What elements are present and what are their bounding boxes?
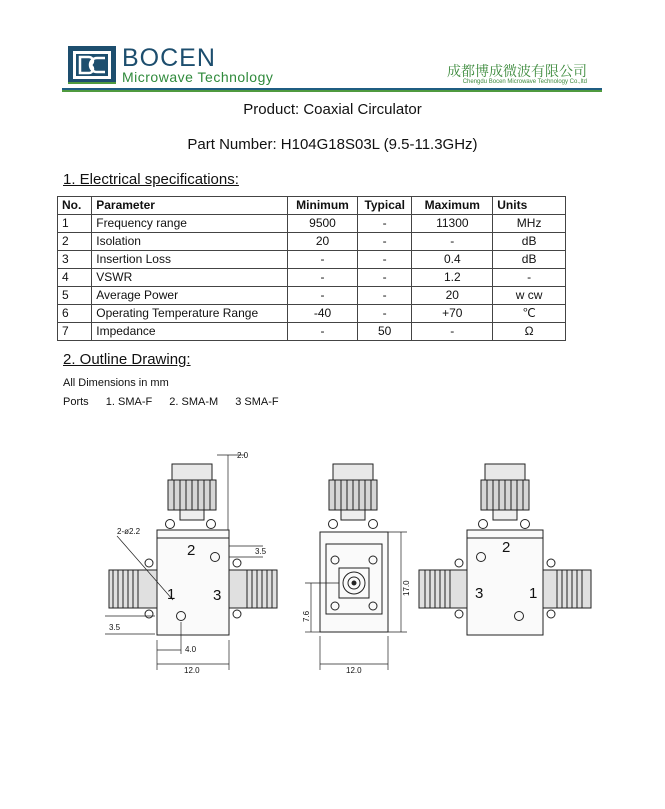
company-name-chinese: 成都博成微波有限公司 [447,64,587,80]
cell-minimum: 20 [288,233,358,251]
dim-side-width-label: 12.0 [346,666,362,675]
section-electrical-heading: 1. Electrical specifications: [63,171,239,188]
back-port-2-label: 2 [502,539,511,556]
cell-maximum: - [412,233,493,251]
cell-minimum: -40 [288,305,358,323]
company-name-english: Chengdu Bocen Microwave Technology Co.,ltd [462,79,587,85]
header-rule-accent [62,90,602,92]
table-header-row [58,197,566,215]
dim-width-label: 12.0 [184,666,200,675]
cell-maximum: 0.4 [412,251,493,269]
table-row [58,233,566,251]
cell-no: 7 [58,323,92,341]
cell-units: dB [493,251,566,269]
cell-maximum: 1.2 [412,269,493,287]
cell-minimum: 9500 [288,215,358,233]
dim-top-label: 2.0 [237,451,249,460]
table-row [58,305,566,323]
back-port-1-label: 1 [529,585,538,602]
table-row [58,251,566,269]
cell-maximum: +70 [412,305,493,323]
cell-typical: - [357,215,411,233]
bocen-logo [68,46,116,84]
col-header-units: Units [493,197,566,215]
part-number: Part Number: H104G18S03L (9.5-11.3GHz) [187,136,478,153]
port-3-type: 3 SMA-F [235,396,279,408]
table-row [58,323,566,341]
dim-right-offset-label: 3.5 [255,547,267,556]
cell-parameter: Isolation [92,233,288,251]
cell-typical: - [357,287,411,305]
cell-no: 2 [58,233,92,251]
dim-hole-label: 2-ø2.2 [117,527,141,536]
cell-maximum: - [412,323,493,341]
ports-label: Ports [63,396,89,408]
front-view [105,455,277,670]
dim-left-offset-label: 3.5 [109,623,121,632]
cell-no: 5 [58,287,92,305]
outline-drawing [95,440,615,680]
brand-tagline: Microwave Technology [122,69,274,85]
product-title: Product: Coaxial Circulator [243,101,422,118]
brand-name: BOCEN [122,44,216,72]
table-row [58,215,566,233]
port-3-label: 3 [213,587,222,604]
cell-typical: 50 [357,323,411,341]
port-1-label: 1 [167,586,176,603]
cell-typical: - [357,251,411,269]
dim-center-label: 7.6 [302,610,311,622]
cell-typical: - [357,233,411,251]
cell-parameter: Operating Temperature Range [92,305,288,323]
cell-no: 4 [58,269,92,287]
ports-line [63,396,293,408]
cell-units: w cw [493,287,566,305]
dim-inner-width-label: 4.0 [185,645,197,654]
cell-maximum: 20 [412,287,493,305]
cell-no: 1 [58,215,92,233]
cell-minimum: - [288,323,358,341]
cell-maximum: 11300 [412,215,493,233]
col-header-typical: Typical [357,197,411,215]
side-view [305,464,407,670]
cell-minimum: - [288,251,358,269]
cell-typical: - [357,305,411,323]
cell-minimum: - [288,287,358,305]
cell-units: MHz [493,215,566,233]
cell-units: - [493,269,566,287]
port-2-type: 2. SMA-M [169,396,219,408]
cell-parameter: Frequency range [92,215,288,233]
col-header-maximum: Maximum [412,197,493,215]
cell-no: 6 [58,305,92,323]
port-2-label: 2 [187,542,196,559]
cell-minimum: - [288,269,358,287]
spec-table [57,196,566,341]
cell-typical: - [357,269,411,287]
col-header-parameter: Parameter [92,197,288,215]
table-row [58,269,566,287]
cell-units: Ω [493,323,566,341]
cell-no: 3 [58,251,92,269]
cell-units: ℃ [493,305,566,323]
table-row [58,287,566,305]
col-header-no: No. [58,197,92,215]
dimensions-note: All Dimensions in mm [63,377,169,389]
dim-height-label: 17.0 [402,580,411,596]
cell-parameter: Impedance [92,323,288,341]
cell-parameter: VSWR [92,269,288,287]
cell-parameter: Average Power [92,287,288,305]
col-header-minimum: Minimum [288,197,358,215]
section-outline-heading: 2. Outline Drawing: [63,351,191,368]
port-1-type: 1. SMA-F [105,396,153,408]
cell-parameter: Insertion Loss [92,251,288,269]
cell-units: dB [493,233,566,251]
back-port-3-label: 3 [475,585,484,602]
